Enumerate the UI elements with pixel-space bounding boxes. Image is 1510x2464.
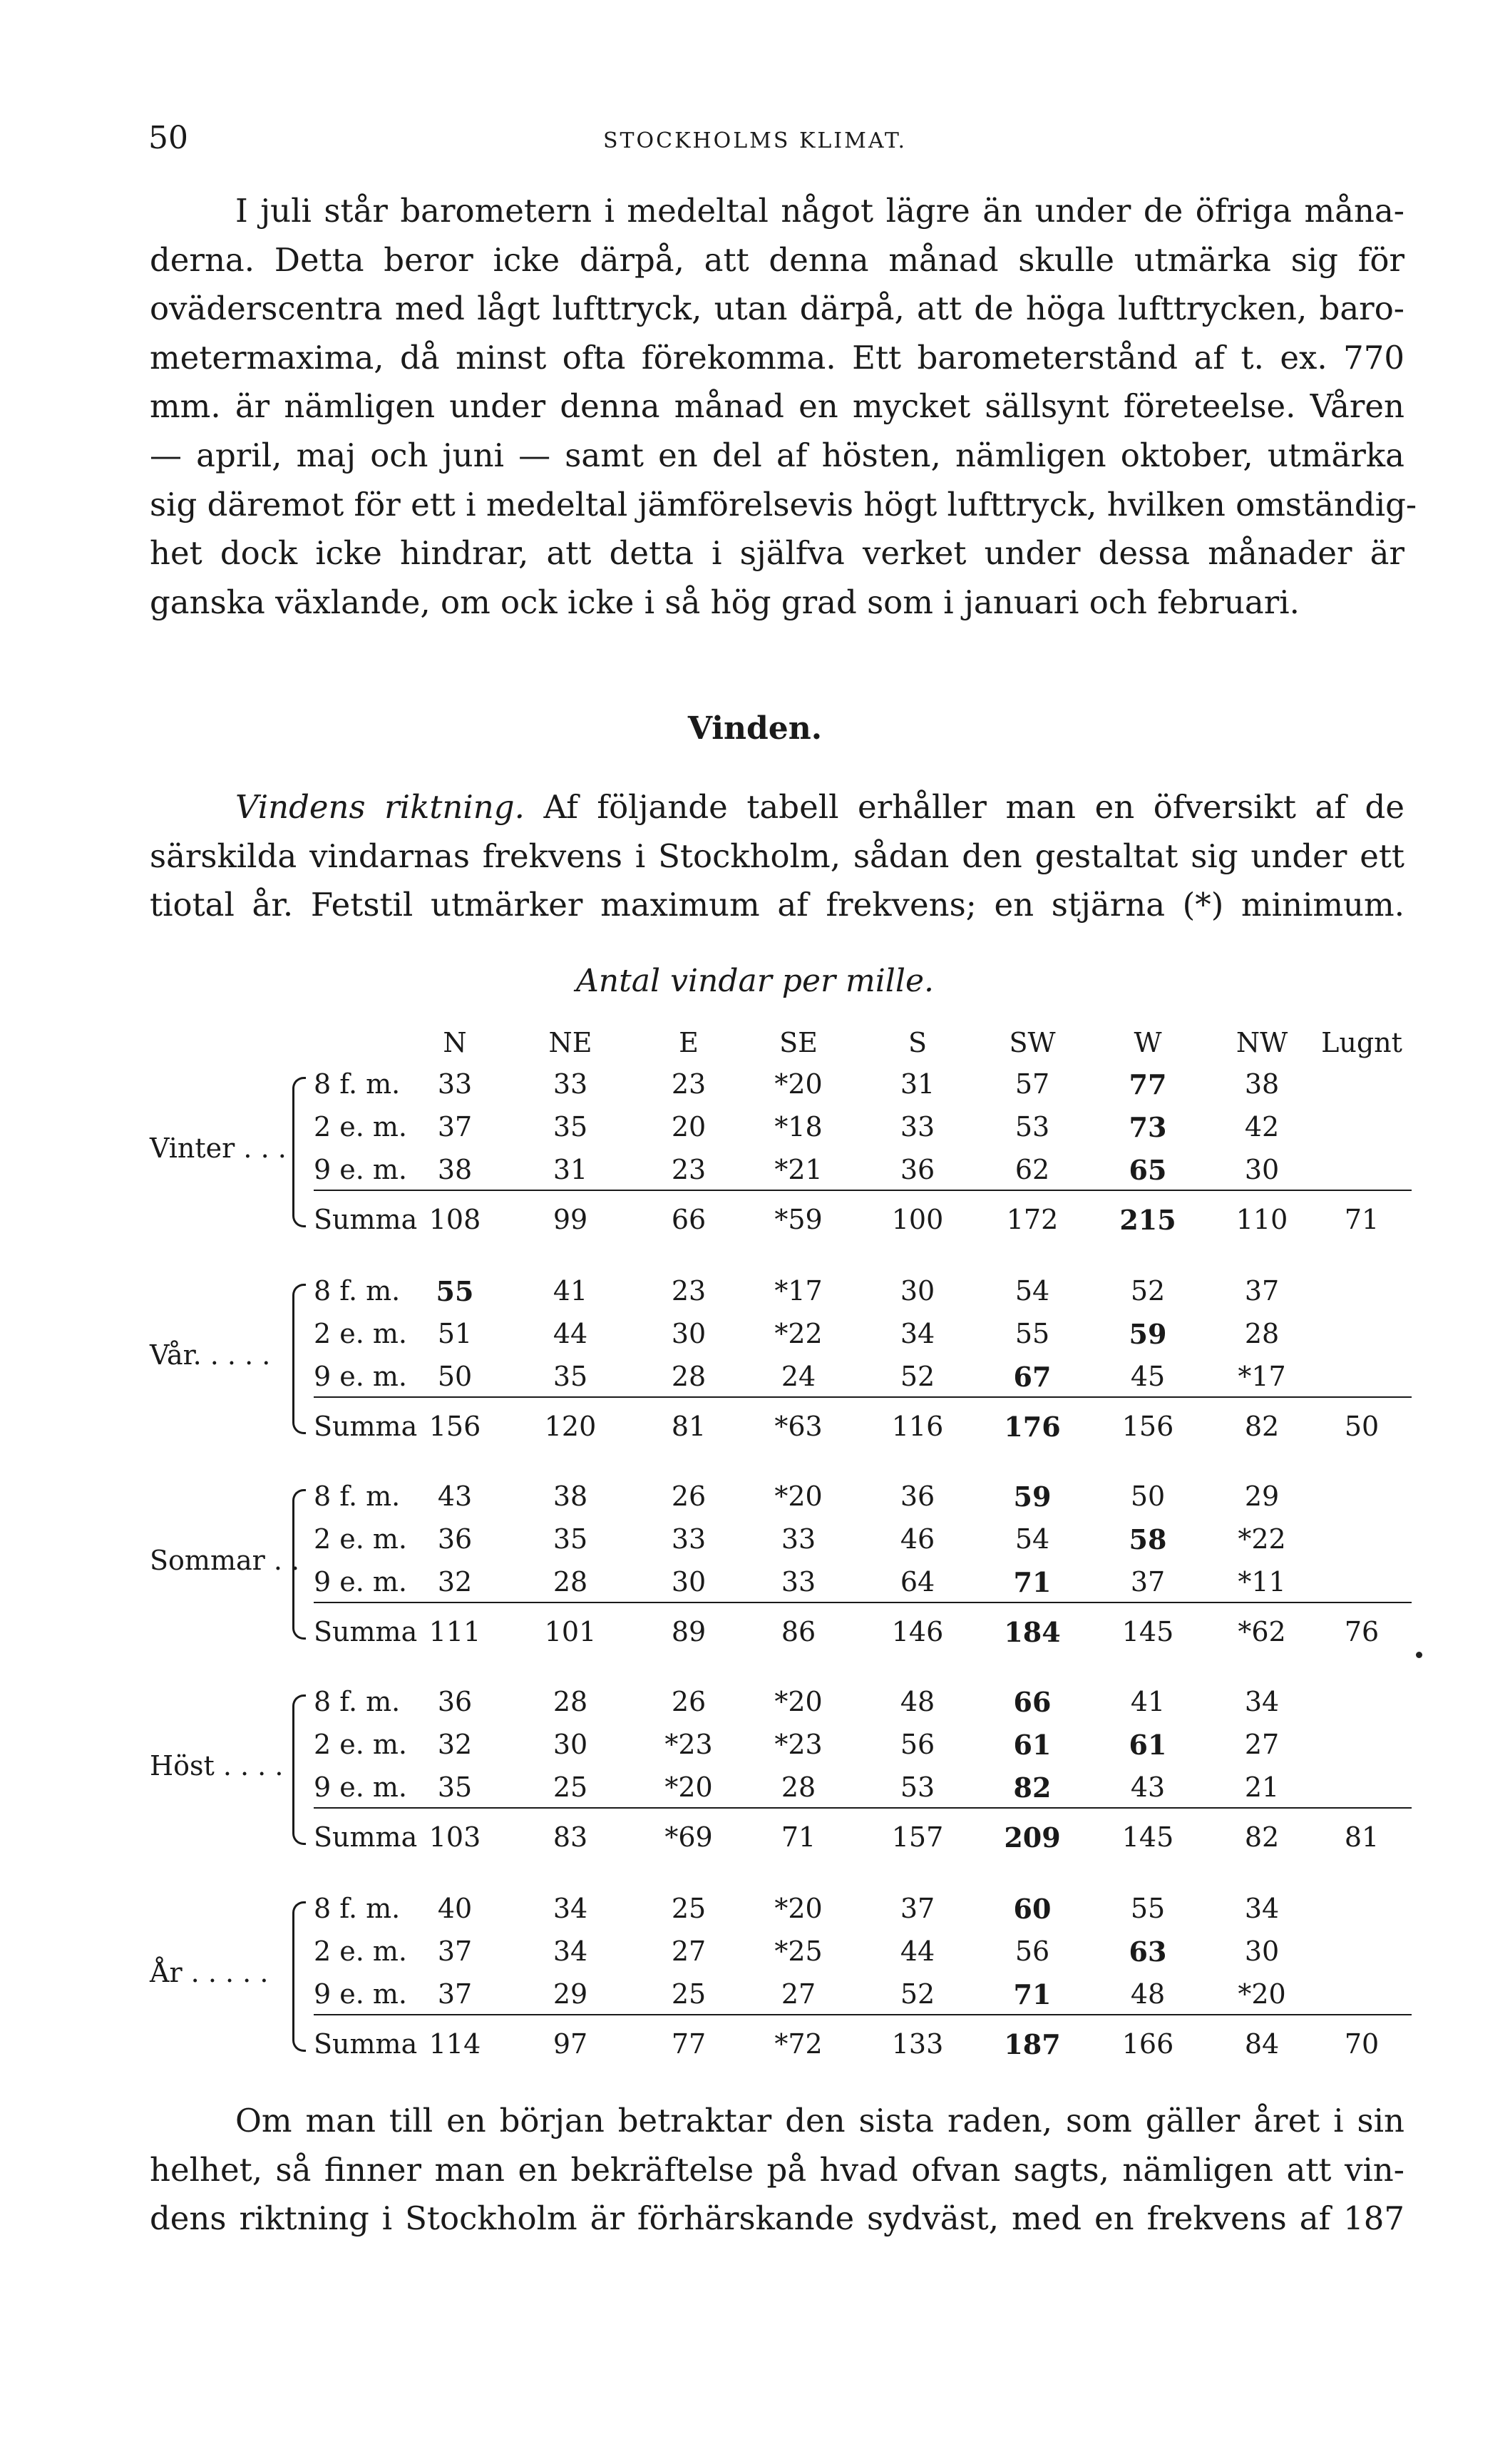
table-cell: 44	[900, 1936, 935, 1967]
column-header: SW	[1009, 1027, 1056, 1058]
row-label: Summa	[314, 1616, 418, 1647]
table-cell: 66	[671, 1204, 707, 1235]
table-cell: *17	[774, 1275, 823, 1307]
table-cell: 53	[900, 1772, 935, 1803]
table-cell: 35	[437, 1772, 473, 1803]
column-header: E	[679, 1027, 699, 1058]
table-cell: 28	[553, 1566, 588, 1597]
column-header: SE	[779, 1027, 818, 1058]
table-cell: 157	[891, 1821, 944, 1853]
table-cell: 31	[900, 1068, 935, 1100]
table-cell: 215	[1119, 1204, 1176, 1236]
table-cell: 81	[671, 1411, 707, 1442]
table-cell: 25	[671, 1893, 707, 1924]
table-cell: 70	[1344, 2028, 1380, 2060]
text-line: — april, maj och juni — samt en del af hösten, nämligen oktober, utmärka	[150, 436, 1404, 474]
brace	[292, 1418, 306, 1434]
table-cell: *63	[774, 1411, 823, 1442]
table-cell: 37	[1130, 1566, 1166, 1597]
table-cell: *25	[774, 1936, 823, 1967]
table-cell: 33	[900, 1111, 935, 1142]
table-cell: 34	[1244, 1893, 1280, 1924]
table-cell: 52	[900, 1361, 935, 1392]
row-label: 9 e. m.	[314, 1978, 408, 2010]
table-cell: 48	[1130, 1978, 1166, 2010]
table-cell: 84	[1244, 2028, 1280, 2060]
running-head: STOCKHOLMS KLIMAT.	[602, 128, 908, 153]
table-cell: 71	[1013, 1978, 1052, 2010]
table-cell: 184	[1004, 1616, 1061, 1648]
brace	[292, 1707, 306, 1829]
brace	[292, 1623, 306, 1640]
table-cell: *22	[774, 1318, 823, 1349]
group-label: År . . . . .	[150, 1957, 269, 1988]
table-cell: *20	[774, 1893, 823, 1924]
table-cell: 28	[553, 1686, 588, 1717]
row-label: Summa	[314, 2028, 418, 2060]
table-cell: 71	[781, 1821, 816, 1853]
table-cell: 33	[781, 1523, 816, 1555]
table-cell: 35	[553, 1111, 588, 1142]
table-cell: 52	[1130, 1275, 1166, 1307]
brace	[292, 1914, 306, 2035]
table-cell: 32	[437, 1566, 473, 1597]
table-cell: 57	[1015, 1068, 1050, 1100]
table-cell: 55	[1015, 1318, 1050, 1349]
table-cell: 71	[1344, 1204, 1380, 1235]
row-label: 2 e. m.	[314, 1523, 408, 1555]
table-cell: 103	[428, 1821, 481, 1853]
table-cell: 23	[671, 1068, 707, 1100]
text-line	[150, 783, 1404, 832]
table-cell: 44	[553, 1318, 588, 1349]
table-cell: 110	[1236, 1204, 1288, 1235]
row-label: Summa	[314, 1411, 418, 1442]
table-cell: 66	[1013, 1686, 1052, 1718]
intro-paragraph	[150, 187, 1417, 627]
table-cell: 38	[1244, 1068, 1280, 1100]
table-cell: 50	[1130, 1481, 1166, 1512]
table-cell: 28	[671, 1361, 707, 1392]
text-line: I juli står barometern i medeltal något lägre än under de öfriga måna-	[235, 192, 1404, 230]
table-cell: *22	[1238, 1523, 1286, 1555]
table-cell: *20	[774, 1686, 823, 1717]
table-cell: 83	[553, 1821, 588, 1853]
table-cell: 33	[671, 1523, 707, 1555]
table-title: Antal vindar per mille.	[576, 963, 934, 999]
table-cell: *18	[774, 1111, 823, 1142]
table-cell: 30	[671, 1566, 707, 1597]
text-line: metermaxima, då minst ofta förekomma. Ett barometerstånd af t. ex. 770	[150, 338, 1404, 377]
wind-paragraph	[150, 783, 1404, 930]
table-cell: 59	[1129, 1318, 1167, 1350]
table-cell: 120	[544, 1411, 597, 1442]
table-cell: 82	[1244, 1411, 1280, 1442]
row-label: 9 e. m.	[314, 1772, 408, 1803]
table-cell: 54	[1015, 1523, 1050, 1555]
table-cell: 81	[1344, 1821, 1380, 1853]
table-cell: 52	[900, 1978, 935, 2010]
table-cell: *20	[774, 1068, 823, 1100]
row-label: 8 f. m.	[314, 1893, 401, 1924]
brace	[292, 1297, 306, 1418]
column-header: Lugnt	[1321, 1027, 1402, 1058]
table-cell: 64	[900, 1566, 935, 1597]
table-cell: *59	[774, 1204, 823, 1235]
table-cell: 145	[1121, 1616, 1174, 1647]
table-cell: 27	[671, 1936, 707, 1967]
table-cell: 176	[1004, 1411, 1061, 1443]
table-cell: *21	[774, 1154, 823, 1185]
table-cell: 23	[671, 1275, 707, 1307]
table-cell: 41	[1130, 1686, 1166, 1717]
table-cell: 61	[1013, 1729, 1052, 1761]
row-label: 8 f. m.	[314, 1481, 401, 1512]
table-cell: 32	[437, 1729, 473, 1760]
table-cell: 97	[553, 2028, 588, 2060]
table-cell: 40	[437, 1893, 473, 1924]
text-line: het dock icke hindrar, att detta i själfva verket under dessa månader är	[150, 534, 1404, 573]
table-cell: 86	[781, 1616, 816, 1647]
column-header: NW	[1236, 1027, 1288, 1058]
table-cell: 36	[437, 1686, 473, 1717]
sum-rule	[314, 2014, 1412, 2015]
table-cell: 51	[437, 1318, 473, 1349]
brace	[292, 1211, 306, 1227]
table-cell: 82	[1244, 1821, 1280, 1853]
table-cell: 55	[436, 1275, 474, 1307]
table-cell: 114	[428, 2028, 481, 2060]
row-label: 2 e. m.	[314, 1318, 408, 1349]
column-header: W	[1134, 1027, 1162, 1058]
text-line: tiotal år. Fetstil utmärker maximum af frekvens; en stjärna (*) minimum.	[150, 886, 1404, 924]
table-cell: 27	[781, 1978, 816, 2010]
table-cell: 26	[671, 1686, 707, 1717]
table-cell: 89	[671, 1616, 707, 1647]
table-cell: 41	[553, 1275, 588, 1307]
table-cell: 34	[553, 1936, 588, 1967]
table-cell: 156	[428, 1411, 481, 1442]
group-label: Höst . . . .	[150, 1750, 284, 1781]
row-label: 8 f. m.	[314, 1068, 401, 1100]
table-cell: 34	[553, 1893, 588, 1924]
table-cell: 50	[1344, 1411, 1380, 1442]
sum-rule	[314, 1602, 1412, 1603]
row-label: Summa	[314, 1821, 418, 1853]
group-label: Vår. . . . .	[150, 1339, 271, 1371]
table-cell: 101	[544, 1616, 597, 1647]
text-line: derna. Detta beror icke därpå, att denna månad skulle utmärka sig för	[150, 240, 1404, 279]
table-cell: 133	[891, 2028, 944, 2060]
table-cell: 45	[1130, 1361, 1166, 1392]
table-cell: 111	[428, 1616, 481, 1647]
table-cell: 60	[1013, 1893, 1052, 1925]
table-cell: 209	[1004, 1821, 1061, 1854]
section-heading: Vinden.	[687, 710, 823, 747]
table-cell: 30	[1244, 1154, 1280, 1185]
table-cell: 56	[1015, 1936, 1050, 1967]
table-cell: *11	[1238, 1566, 1286, 1597]
table-cell: 99	[553, 1204, 588, 1235]
table-cell: 76	[1344, 1616, 1380, 1647]
table-cell: 33	[437, 1068, 473, 1100]
row-label: 9 e. m.	[314, 1566, 408, 1597]
table-cell: 54	[1015, 1275, 1050, 1307]
table-cell: 71	[1013, 1566, 1052, 1598]
sum-rule	[314, 1190, 1412, 1191]
table-cell: 58	[1129, 1523, 1167, 1555]
table-cell: 166	[1121, 2028, 1174, 2060]
row-label: 9 e. m.	[314, 1361, 408, 1392]
table-cell: 50	[437, 1361, 473, 1392]
brace	[292, 1090, 306, 1211]
table-cell: 172	[1006, 1204, 1059, 1235]
table-cell: 77	[671, 2028, 707, 2060]
text-line: oväderscentra med lågt lufttryck, utan därpå, att de höga lufttrycken, baro-	[150, 290, 1404, 328]
table-cell: 30	[1244, 1936, 1280, 1967]
print-speck	[1416, 1652, 1422, 1658]
table-cell: 30	[553, 1729, 588, 1760]
table-cell: 25	[553, 1772, 588, 1803]
brace	[292, 2035, 306, 2052]
table-cell: 33	[781, 1566, 816, 1597]
table-cell: *72	[774, 2028, 823, 2060]
row-label: 9 e. m.	[314, 1154, 408, 1185]
table-cell: 145	[1121, 1821, 1174, 1853]
table-cell: 37	[437, 1936, 473, 1967]
text-line: Om man till en början betraktar den sista raden, som gäller året i sin	[235, 2102, 1404, 2140]
row-label: 2 e. m.	[314, 1936, 408, 1967]
table-cell: 156	[1121, 1411, 1174, 1442]
table-cell: 56	[900, 1729, 935, 1760]
table-cell: 25	[671, 1978, 707, 2010]
lead-phrase: Vindens riktning.	[235, 788, 525, 826]
table-cell: 38	[437, 1154, 473, 1185]
table-cell: 35	[553, 1523, 588, 1555]
column-header: NE	[548, 1027, 592, 1058]
text-line: sig däremot för ett i medeltal jämförelsevis högt lufttryck, hvilken omständig-	[150, 485, 1417, 523]
text-line: ganska växlande, om ock icke i så hög grad som i januari och februari.	[150, 583, 1300, 621]
column-header: S	[908, 1027, 928, 1058]
table-cell: 61	[1129, 1729, 1167, 1761]
table-cell: 21	[1244, 1772, 1280, 1803]
table-cell: 55	[1130, 1893, 1166, 1924]
table-cell: 53	[1015, 1111, 1050, 1142]
table-cell: *20	[774, 1481, 823, 1512]
row-label: 8 f. m.	[314, 1275, 401, 1307]
table-cell: 108	[428, 1204, 481, 1235]
group-label: Sommar . .	[150, 1545, 300, 1576]
table-cell: 23	[671, 1154, 707, 1185]
table-cell: 43	[437, 1481, 473, 1512]
table-cell: 67	[1013, 1361, 1052, 1393]
table-cell: 28	[1244, 1318, 1280, 1349]
table-cell: *20	[664, 1772, 713, 1803]
table-cell: 34	[900, 1318, 935, 1349]
table-cell: 48	[900, 1686, 935, 1717]
group-label: Vinter . . .	[150, 1133, 287, 1164]
table-cell: 27	[1244, 1729, 1280, 1760]
closing-paragraph	[150, 2097, 1404, 2244]
table-cell: 116	[891, 1411, 944, 1442]
table-cell: 31	[553, 1154, 588, 1185]
table-cell: 37	[437, 1978, 473, 2010]
table-cell: *23	[664, 1729, 713, 1760]
table-cell: 43	[1130, 1772, 1166, 1803]
table-cell: 59	[1013, 1481, 1052, 1513]
table-cell: 63	[1129, 1936, 1167, 1968]
table-cell: 38	[553, 1481, 588, 1512]
table-cell: 37	[437, 1111, 473, 1142]
text-line: särskilda vindarnas frekvens i Stockholm, sådan den gestaltat sig under ett	[150, 837, 1404, 875]
table-cell: *20	[1238, 1978, 1286, 2010]
table-cell: 30	[671, 1318, 707, 1349]
table-cell: 73	[1129, 1111, 1167, 1143]
lead-rest: Af följande tabell erhåller man en öfversikt af de	[524, 788, 1404, 826]
table-cell: 35	[553, 1361, 588, 1392]
table-cell: *62	[1238, 1616, 1286, 1647]
sum-rule	[314, 1807, 1412, 1809]
table-cell: 77	[1129, 1068, 1167, 1100]
table-cell: 34	[1244, 1686, 1280, 1717]
sum-rule	[314, 1396, 1412, 1398]
table-cell: 20	[671, 1111, 707, 1142]
table-cell: 82	[1013, 1772, 1052, 1804]
column-header: N	[443, 1027, 467, 1058]
table-cell: 37	[1244, 1275, 1280, 1307]
brace	[292, 1502, 306, 1623]
table-cell: *69	[664, 1821, 713, 1853]
brace	[292, 1829, 306, 1845]
table-cell: 33	[553, 1068, 588, 1100]
table-cell: 46	[900, 1523, 935, 1555]
row-label: Summa	[314, 1204, 418, 1235]
table-cell: 42	[1244, 1111, 1280, 1142]
text-line: dens riktning i Stockholm är förhärskande sydväst, med en frekvens af 187	[150, 2199, 1404, 2238]
table-cell: 100	[891, 1204, 944, 1235]
table-cell: 187	[1004, 2028, 1061, 2060]
table-cell: 65	[1129, 1154, 1167, 1186]
table-cell: 29	[1244, 1481, 1280, 1512]
table-cell: 36	[900, 1154, 935, 1185]
table-cell: 29	[553, 1978, 588, 2010]
table-cell: 24	[781, 1361, 816, 1392]
table-cell: 62	[1015, 1154, 1050, 1185]
table-cell: *17	[1238, 1361, 1286, 1392]
table-cell: 37	[900, 1893, 935, 1924]
page-number: 50	[148, 120, 188, 156]
table-cell: 36	[437, 1523, 473, 1555]
row-label: 2 e. m.	[314, 1729, 408, 1760]
table-cell: 28	[781, 1772, 816, 1803]
table-cell: *23	[774, 1729, 823, 1760]
text-line: mm. är nämligen under denna månad en mycket sällsynt företeelse. Våren	[150, 387, 1404, 426]
table-cell: 26	[671, 1481, 707, 1512]
table-cell: 146	[891, 1616, 944, 1647]
row-label: 8 f. m.	[314, 1686, 401, 1717]
table-cell: 36	[900, 1481, 935, 1512]
table-cell: 30	[900, 1275, 935, 1307]
text-line: helhet, så finner man en bekräftelse på hvad ofvan sagts, nämligen att vin-	[150, 2150, 1404, 2189]
row-label: 2 e. m.	[314, 1111, 408, 1142]
